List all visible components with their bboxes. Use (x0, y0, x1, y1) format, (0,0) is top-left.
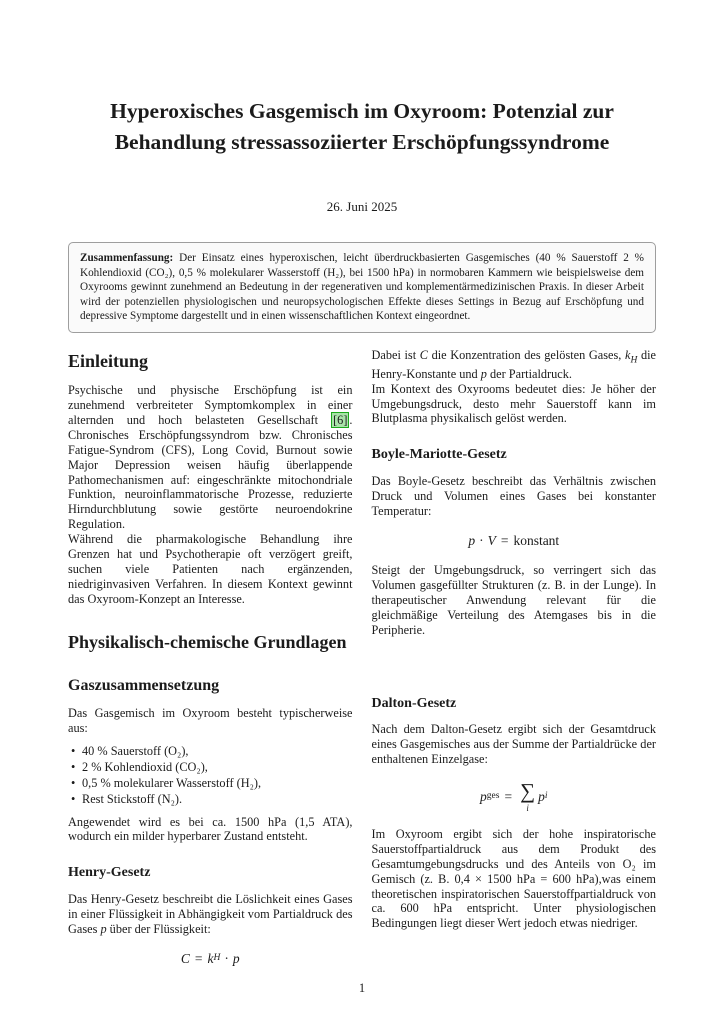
math-var-p: p (232, 950, 240, 966)
list-item (68, 760, 353, 775)
subsubsection-heading-henry: Henry-Gesetz (68, 865, 151, 881)
two-column-layout (68, 348, 656, 981)
summation-symbol (520, 781, 535, 813)
subsubsection-heading-boyle: Boyle-Mariotte-Gesetz (371, 447, 507, 463)
boyle-paragraph-1: Das Boyle-Gesetz beschreibt das Verhältnis zwischen Druck und Volumen eines Gases bei konstanter Temperatur: (371, 474, 656, 518)
formula-boyle (372, 533, 657, 549)
einleitung-p1-post: . Chronisches Erschöpfungssyndrom bzw. Chronisches Fatigue-Syndrom (CFS), Long Covid, Burnout sowie Major Depression weisen häufig überlappende Pathomechanismen auf: eingeschränkte mitochondriale Funktion, neuroinflammatorische Prozesse, reduzierte Hirndurchblutung sowie gestörte neuroendokrine Regulation. (68, 413, 353, 532)
citation-link-6[interactable]: [6] (333, 413, 348, 428)
math-var-p: p (480, 366, 487, 381)
math-var-p: p (538, 788, 545, 804)
dalton-paragraph-2: Im Oxyroom ergibt sich der hohe inspiratorische Sauerstoffpartialdruck aus dem Produkt des Gesamtumgebungsdrucks und des Anteils von O₂ im Gemisch (z. B. 0,4 × 1500 hPa = 600 hPa),was einem theoretischen inspiratorischen Sauerstoffpartialdruck von ca. 600 hPa entspricht. Unter physiologischen Bedingungen liegt dieser Wert jedoch etwas niedriger. (371, 827, 656, 931)
list-item-text: Rest Stickstoff (N₂). (82, 791, 183, 806)
section-heading-einleitung: Einleitung (68, 350, 149, 371)
math-sub-H: H (213, 953, 221, 964)
gas-intro: Das Gasgemisch im Oxyroom besteht typischerweise aus: (68, 706, 353, 736)
subsection-heading-gaszusammensetzung: Gaszusammensetzung (68, 676, 220, 694)
list-item-text: 0,5 % molekularer Wasserstoff (H₂), (82, 775, 262, 790)
math-var-p: p (100, 922, 107, 937)
dot-operator: · (224, 950, 229, 966)
math-var-p: p (468, 532, 476, 548)
dot-operator: · (479, 532, 484, 548)
list-item-text: 40 % Sauerstoff (O₂), (82, 744, 189, 759)
henry-paragraph (68, 892, 353, 937)
math-var-C: C (419, 347, 428, 362)
sum-index-i: i (526, 803, 529, 814)
equals-sign: = (194, 950, 203, 966)
henry-expl-post: der Partialdruck. (486, 366, 572, 381)
oxyroom-context-paragraph: Im Kontext des Oxyrooms bedeutet dies: Je höher der Umgebungsdruck, desto mehr Sauerstoff kann im Blutplasma physikalisch gelöst werden. (371, 381, 656, 426)
abstract-text: Der Einsatz eines hyperoxischen, leicht überdruckbasierten Gasgemisches (40 % Sauerstoff 2 % Kohlendioxid (CO₂), 0,5 % molekularer Wasserstoff (H₂), bei 1500 hPa) in normobaren Kammern wie beispielsweise dem Oxyrooms gewinnt zunehmend an Bedeutung in der regenerativen und komplementärmedizinischen Praxis. In dieser Arbeit wird der potenziellen physiologischen und neuropsychologischen Effekte dieses Settings in Bezug auf Erschöpfung und depressive Symptome dargestellt und in einen wissenschaftlichen Kontext eingeordnet. (80, 252, 644, 323)
page-title: Hyperoxisches Gasgemisch im Oxyroom: Potenzial zur Behandlung stressassoziierter Erschöpfungssyndrome (110, 99, 614, 154)
math-sub-H: H (630, 355, 638, 366)
dalton-paragraph-1: Nach dem Dalton-Gesetz ergibt sich der Gesamtdruck eines Gasgemisches aus der Summe der Partialdrücke der enthaltenen Einzelgase: (371, 722, 656, 767)
henry-expl-mid2: die Henry-Konstante und (371, 347, 656, 381)
abstract-box (68, 242, 656, 333)
boyle-paragraph-2: Steigt der Umgebungsdruck, so verringert sich das Volumen gasgefüllter Strukturen (z. B. in der Lunge). In therapeutischer Anwendung relevant für die gleichmäßige Verteilung des Atemgases bis in die Peripherie. (371, 563, 656, 637)
date: 26. Juni 2025 (326, 199, 398, 215)
math-var-k: k (207, 950, 214, 966)
left-column (68, 348, 353, 981)
page-number: 1 (358, 981, 366, 995)
math-var-k: k (624, 347, 631, 362)
gas-outro: Angewendet wird es bei ca. 1500 hPa (1,5 ATA), wodurch ein milder hyperbarer Zustand entsteht. (68, 814, 353, 844)
henry-p-post: über der Flüssigkeit: (106, 922, 211, 937)
math-sub-i: i (544, 791, 548, 802)
list-item (68, 744, 353, 759)
equals-sign: = (504, 788, 513, 804)
math-sub-ges: ges (486, 791, 500, 802)
math-var-p: p (480, 788, 487, 804)
math-konstant: konstant (513, 532, 560, 548)
math-var-V: V (487, 532, 496, 548)
list-item (68, 792, 353, 807)
einleitung-paragraph-2: Während die pharmakologische Behandlung ihre Grenzen hat und Psychotherapie oft verzögert greift, suchen viele Patienten nach ergänzenden, niedriginvasiven Verfahren. In diesem Kontext gewinnt das Oxyroom-Konzept an Interesse. (68, 532, 353, 606)
henry-p-pre: Das Henry-Gesetz beschreibt die Löslichkeit eines Gases in einer Flüssigkeit in Abhängigkeit vom Partialdruck des Gases (68, 892, 353, 937)
henry-expl-mid1: die Konzentration des gelösten Gases, (427, 347, 625, 362)
section-heading-grundlagen: Physikalisch-chemische Grundlagen (68, 632, 347, 653)
list-item (68, 776, 353, 791)
math-var-C: C (180, 950, 190, 966)
gas-component-list (68, 744, 353, 807)
henry-expl-pre: Dabei ist (371, 347, 420, 362)
list-item-text: 2 % Kohlendioxid (CO₂), (82, 759, 208, 774)
einleitung-paragraph-1 (68, 383, 353, 532)
equals-sign: = (500, 532, 509, 548)
sigma-icon: ∑ (520, 779, 536, 804)
henry-explanation-paragraph (372, 348, 657, 382)
einleitung-p1-pre: Psychische und physische Erschöpfung ist ein zunehmend verbreiteter Symptomkomplex in einer alternden und hoch belasteten Gesellschaft (68, 383, 353, 428)
subsubsection-heading-dalton: Dalton-Gesetz (371, 695, 457, 711)
formula-henry (68, 951, 353, 967)
formula-dalton (372, 781, 657, 813)
abstract-label: Zusammenfassung: (80, 252, 174, 265)
right-column (372, 348, 657, 981)
